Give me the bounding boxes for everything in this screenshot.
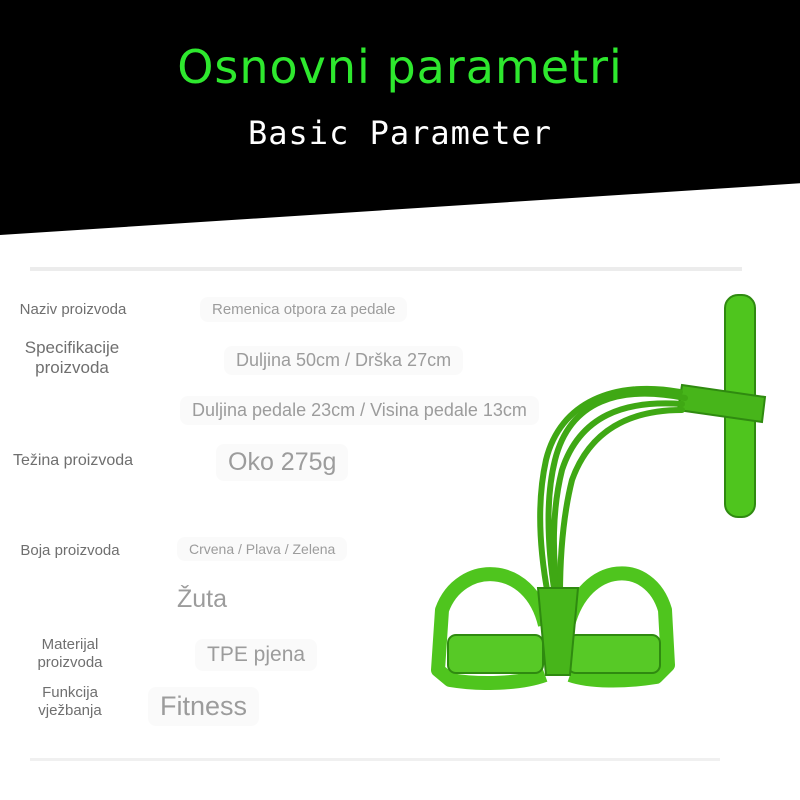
color-label: Boja proizvoda	[20, 542, 120, 559]
color-value-yellow: Žuta	[177, 585, 228, 613]
pedal-resistance-band-image	[420, 290, 780, 690]
left-foam-pedal	[448, 635, 543, 673]
page-title: Osnovni parametri	[177, 40, 623, 94]
weight-value: Oko 275g	[216, 444, 348, 481]
spec-value-pedal: Duljina pedale 23cm / Visina pedale 13cm	[180, 396, 539, 425]
weight-label: Težina proizvoda	[12, 452, 134, 469]
center-connector	[538, 588, 578, 675]
function-label: Funkcija vježbanja	[38, 684, 102, 719]
name-value: Remenica otpora za pedale	[200, 297, 407, 322]
resistance-tubes	[540, 389, 685, 595]
function-value: Fitness	[148, 687, 259, 726]
page-subtitle: Basic Parameter	[248, 114, 552, 152]
color-value-list: Crvena / Plava / Zelena	[177, 537, 347, 561]
name-label: Naziv proizvoda	[19, 301, 127, 318]
right-foam-pedal	[568, 635, 660, 673]
spec-value-length-handle: Duljina 50cm / Drška 27cm	[224, 346, 463, 375]
material-label: Materijal proizvoda	[37, 636, 103, 671]
material-value: TPE pjena	[195, 639, 317, 671]
spec-label: Specifikacije proizvoda	[24, 338, 120, 378]
divider	[30, 267, 742, 271]
divider-bottom	[30, 758, 720, 761]
